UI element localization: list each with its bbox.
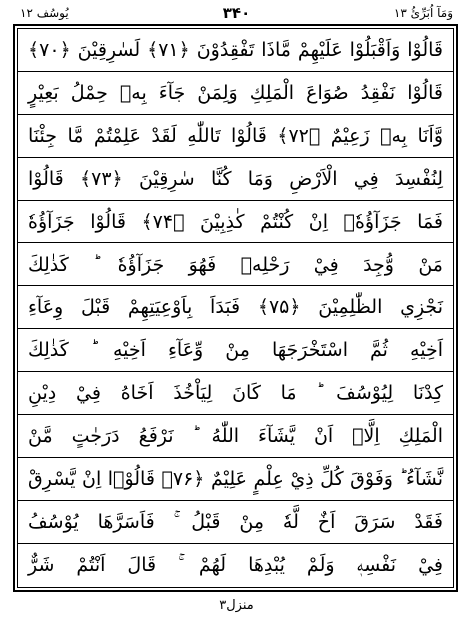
text-line: الْمَلِكِ اِلَّاۤ اَنْ يَّشَآءَ اللّٰهُ ؕ نَرْفَعُ دَرَجٰتٍ مَّنْ <box>18 415 453 458</box>
page-header <box>0 4 473 24</box>
text-line: قَالُوْا نَفْقِدُ صُوَاعَ الْمَلِكِ وَلِمَنْ جَآءَ بِهٖ حِمْلُ بَعِيْرٍ <box>18 72 453 115</box>
text-line: نَّشَآءُ ؕ وَفَوْقَ كُلِّ ذِيْ عِلْمٍ عَلِيْمٌ ﴿۷۶﴾ قَالُوْۤا اِنْ يَّسْرِقْ <box>18 458 453 501</box>
text-body <box>18 29 453 587</box>
text-line: فَقَدْ سَرَقَ اَخٌ لَّهٗ مِنْ قَبْلُ ۚ فَاَسَرَّهَا يُوْسُفُ <box>18 501 453 544</box>
text-line: قَالُوْا وَاَقْبَلُوْا عَلَيْهِمْ مَّاذَا تَفْقِدُوْنَ ﴿۷۱﴾ لَسٰرِقِيْنَ ﴿۷۰﴾ <box>18 29 453 72</box>
text-line: كِدْنَا لِيُوْسُفَ ؕ مَا كَانَ لِيَاْخُذَ اَخَاهُ فِيْ دِيْنِ <box>18 372 453 415</box>
text-line: فَمَا جَزَآؤُهٗۤ اِنْ كُنْتُمْ كٰذِبِيْنَ ﴿۷۴﴾ قَالُوْا جَزَآؤُهٗ <box>18 201 453 244</box>
text-line: وَّاَنَا بِهٖ زَعِيْمٌ ﴿۷۲﴾ قَالُوْا تَاللّٰهِ لَقَدْ عَلِمْتُمْ مَّا جِئْنَا <box>18 115 453 158</box>
text-line: نَجْزِي الظّٰلِمِيْنَ ﴿۷۵﴾ فَبَدَاَ بِاَوْعِيَتِهِمْ قَبْلَ وِعَآءِ <box>18 286 453 329</box>
surah-name: یُوسُف ۱۲ <box>20 6 69 20</box>
text-line: لِنُفْسِدَ فِي الْاَرْضِ وَمَا كُنَّا سٰرِقِيْنَ ﴿۷۳﴾ قَالُوْا <box>18 158 453 201</box>
manzil-footer: منزل۳ <box>219 598 254 613</box>
text-line: اَخِيْهِ ثُمَّ اسْتَخْرَجَهَا مِنْ وِّعَآءِ اَخِيْهِ ؕ كَذٰلِكَ <box>18 329 453 372</box>
text-line: فِيْ نَفْسِهٖ وَلَمْ يُبْدِهَا لَهُمْ ۚ قَالَ اَنْتُمْ شَرٌّ <box>28 553 443 576</box>
page-number: ۳۴۰ <box>222 4 251 22</box>
juz-name: وَمَآ اُبَرِّئُ ۱۳ <box>393 6 453 20</box>
text-line: مَنْ وُّجِدَ فِيْ رَحْلِهٖ فَهُوَ جَزَآؤُهٗ ؕ كَذٰلِكَ <box>18 244 453 287</box>
